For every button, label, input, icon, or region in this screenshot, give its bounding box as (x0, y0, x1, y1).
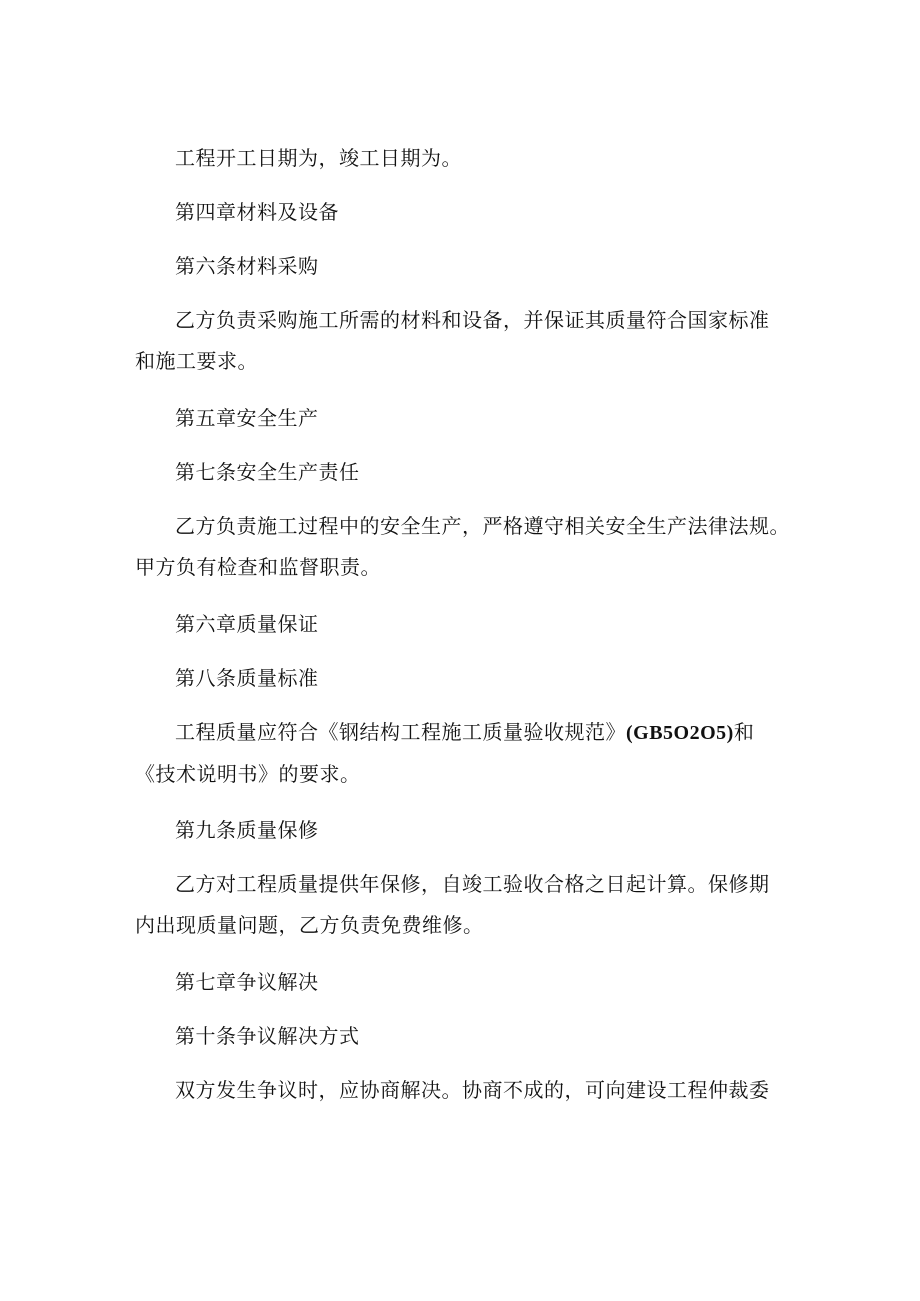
chapter-5-heading: 第五章安全生产 (175, 406, 319, 430)
text-line: 内出现质量问题，乙方负责免费维修。 (135, 913, 484, 937)
text-line: 甲方负有检查和监督职责。 (135, 555, 381, 579)
chapter-7-heading: 第七章争议解决 (175, 970, 319, 994)
article-9-heading: 第九条质量保修 (175, 818, 319, 842)
paragraph-safety-responsibility (135, 500, 790, 594)
text-line: 乙方负责施工过程中的安全生产，严格遵守相关安全生产法律法规。 (175, 514, 790, 538)
text-line: 乙方对工程质量提供年保修，自竣工验收合格之日起计算。保修期 (175, 872, 770, 896)
standard-code: (GB5O2O5) (626, 722, 734, 744)
text-line: 和施工要求。 (135, 349, 258, 373)
text-line: 《技术说明书》的要求。 (135, 762, 361, 786)
text-line: 乙方负责采购施工所需的材料和设备，并保证其质量符合国家标准 (175, 308, 770, 332)
article-6-heading: 第六条材料采购 (175, 254, 319, 278)
paragraph-quality-standard (135, 706, 785, 801)
chapter-4-heading: 第四章材料及设备 (175, 200, 339, 224)
article-8-heading: 第八条质量标准 (175, 666, 319, 690)
paragraph-construction-dates: 工程开工日期为，竣工日期为。 (175, 146, 462, 170)
text-segment: 工程质量应符合《钢结构工程施工质量验收规范》 (175, 720, 626, 744)
chapter-6-heading: 第六章质量保证 (175, 612, 319, 636)
paragraph-quality-warranty (135, 858, 785, 952)
text-segment: 和 (733, 720, 755, 744)
article-7-heading: 第七条安全生产责任 (175, 460, 360, 484)
paragraph-dispute-resolution: 双方发生争议时，应协商解决。协商不成的，可向建设工程仲裁委 (175, 1078, 770, 1102)
paragraph-material-procurement (135, 294, 785, 388)
article-10-heading: 第十条争议解决方式 (175, 1024, 360, 1048)
